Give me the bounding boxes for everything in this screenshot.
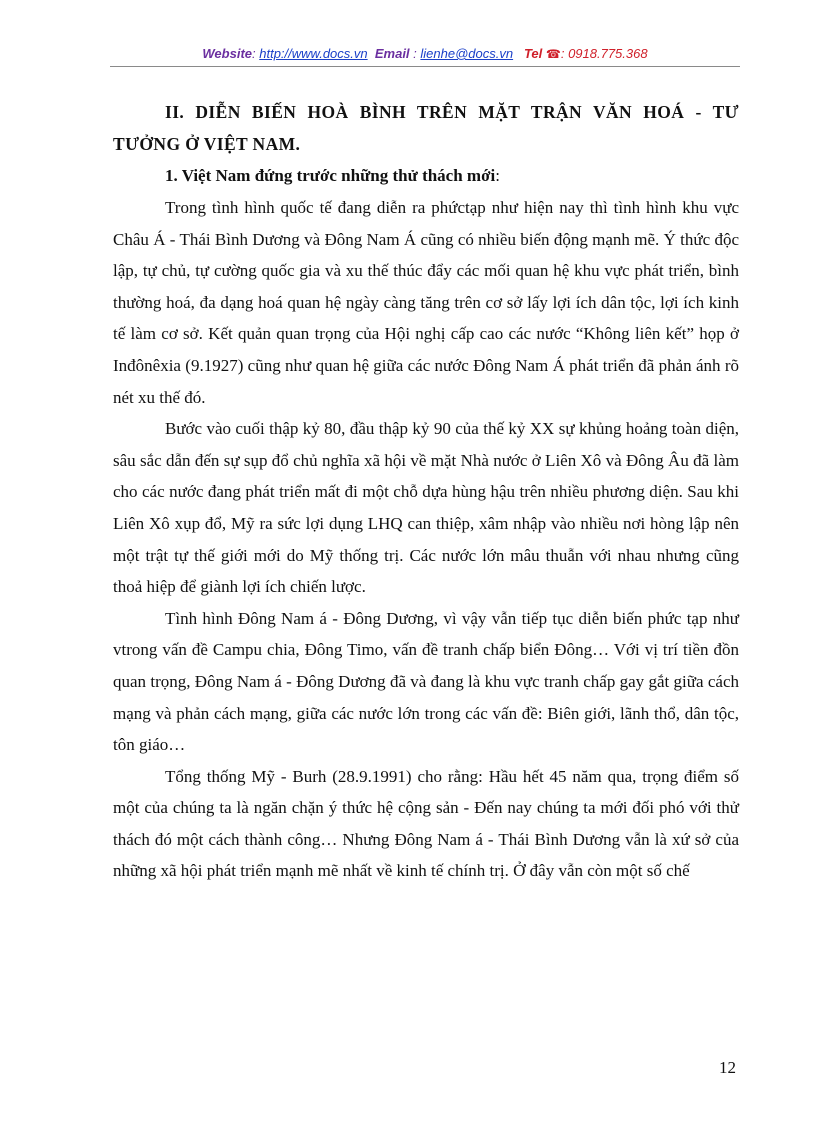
page-header: Website: http://www.docs.vn Email : lienhe@docs.vn Tel ☎: 0918.775.368	[202, 46, 648, 61]
subsection-heading-colon: :	[495, 166, 500, 185]
phone-icon: ☎	[545, 47, 561, 61]
subsection-heading-text: 1. Việt Nam đứng trước những thử thách mới	[165, 166, 496, 185]
website-label: Website	[202, 46, 252, 61]
email-link[interactable]: lienhe@docs.vn	[420, 46, 514, 61]
paragraph: Tổng thống Mỹ - Burh (28.9.1991) cho rằng: Hầu hết 45 năm qua, trọng điểm số một của chúng ta là ngăn chặn ý thức hệ cộng sản - Đến nay chúng ta mới đối phó với thử thách đó một cách thành công… Nhưng Đông Nam á - Thái Bình Dương vẫn là xứ sở của những xã hội phát triển mạnh mẽ nhất về kinh tế chính trị. Ở đây vẫn còn một số chế	[113, 766, 739, 881]
paragraph: Trong tình hình quốc tế đang diễn ra phứctạp như hiện nay thì tình hình khu vực Châu Á - Thái Bình Dương và Đông Nam Á cũng có nhiều biến động mạnh mẽ. Ý thức độc lập, tự chủ, tự cường quốc gia và xu thế thúc đẩy các mối quan hệ khu vực phát triển, bình thường hoá, đa dạng hoá quan hệ ngày càng tăng trên cơ sở lấy lợi ích dân tộc, lợi ích kinh tế làm cơ sở. Kết quản quan trọng của Hội nghị cấp cao các nước “Không liên kết” họp ở Inđônêxia (9.1927) cũng như quan hệ giữa các nước Đông Nam Á phát triển đã phản ánh rõ nét xu thế đó.	[113, 198, 739, 407]
paragraph: Tình hình Đông Nam á - Đông Dương, vì vậy vẫn tiếp tục diễn biến phức tạp như vtrong vấn đề Campu chia, Đông Timo, vấn đề tranh chấp biển Đông… Với vị trí tiền đồn quan trọng, Đông Nam á - Đông Dương đã và đang là khu vực tranh chấp gay gắt giữa cách mạng và phản cách mạng, giữa các nước lớn trong các vấn đề: Biên giới, lãnh thổ, dân tộc, tôn giáo…	[113, 608, 739, 755]
section-heading: II. DIỄN BIẾN HOÀ BÌNH TRÊN MẶT TRẬN VĂN HOÁ - TƯ TƯỞNG Ở VIỆT NAM.	[113, 102, 739, 154]
document-body	[113, 96, 739, 887]
email-label: Email	[374, 46, 410, 61]
page-number: 12	[719, 1058, 736, 1077]
header-divider	[110, 66, 740, 67]
subsection-heading	[113, 160, 739, 192]
website-link[interactable]: http://www.docs.vn	[259, 46, 368, 61]
tel-label: Tel	[523, 46, 543, 61]
paragraph: Bước vào cuối thập kỷ 80, đầu thập kỷ 90 của thế kỷ XX sự khủng hoảng toàn diện, sâu sắc dẫn đến sự sụp đổ chủ nghĩa xã hội về mặt Nhà nước ở Liên Xô và Đông Âu đã làm cho các nước đang phát triển mất đi một chỗ dựa hùng hậu trên nhiều phương diện. Sau khi Liên Xô xụp đổ, Mỹ ra sức lợi dụng LHQ can thiệp, xâm nhập vào nhiều nơi hòng lập nên một trật tự thế giới mới do Mỹ thống trị. Các nước lớn mâu thuẫn với nhau nhưng cũng thoả hiệp để giành lợi ích chiến lược.	[113, 419, 739, 597]
tel-value: 0918.775.368	[568, 46, 648, 61]
